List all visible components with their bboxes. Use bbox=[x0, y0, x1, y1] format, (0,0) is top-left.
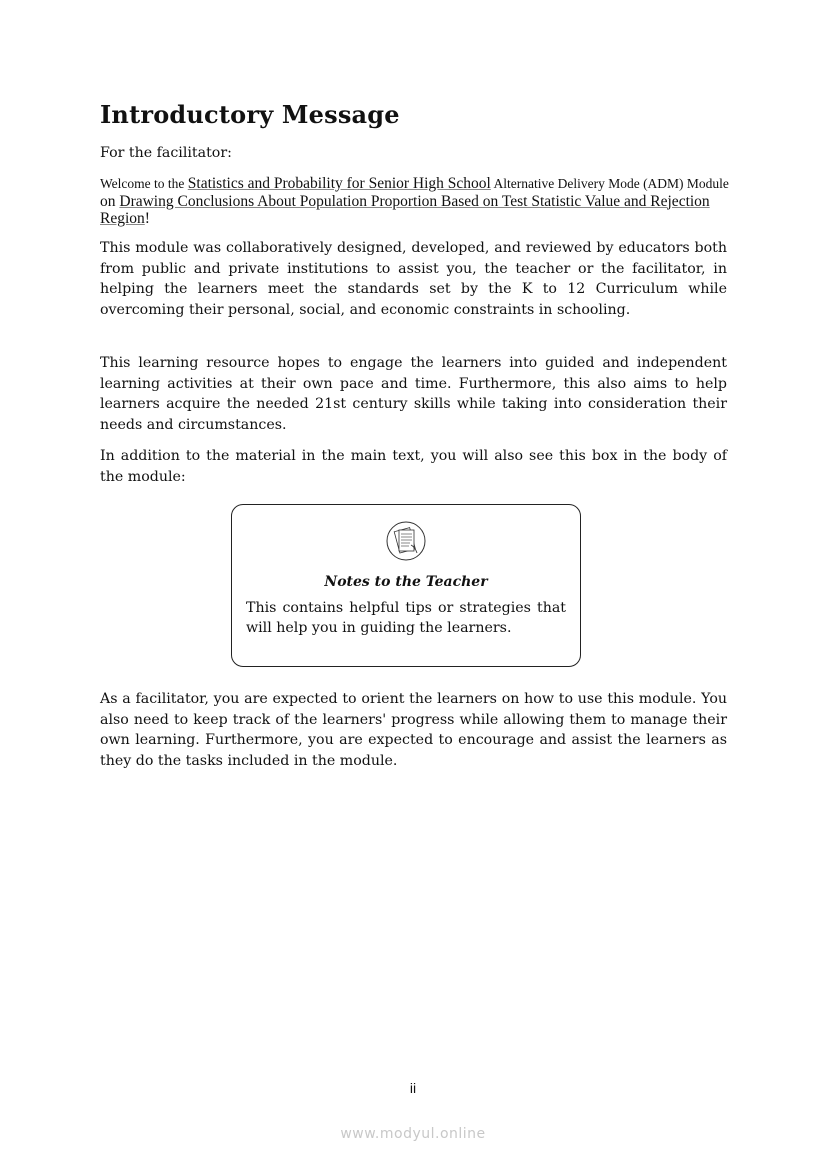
notes-box-title: Notes to the Teacher bbox=[324, 574, 488, 590]
notes-paper-hand-icon bbox=[386, 521, 426, 561]
welcome-end: ! bbox=[144, 210, 150, 227]
subject-title: Statistics and Probability for Senior High School bbox=[187, 175, 491, 192]
welcome-pre: Welcome to the bbox=[100, 176, 188, 191]
paragraph-resource: This learning resource hopes to engage the learners into guided and independent learning activities at their own pace and time. Furthermore, this also aims to help learners acquire the needed 21st century skills while taking into consideration their needs and circumstances. bbox=[100, 355, 727, 434]
paragraph-box-intro: In addition to the material in the main text, you will also see this box in the body of the module: bbox=[100, 448, 727, 485]
welcome-paragraph bbox=[100, 175, 730, 228]
page-number: ii bbox=[409, 1080, 417, 1096]
watermark: www.modyul.online bbox=[340, 1126, 486, 1142]
for-facilitator-label: For the facilitator: bbox=[100, 145, 232, 161]
welcome-mid: Alternative Delivery Mode (ADM) Module bbox=[490, 176, 729, 191]
page-title: Introductory Message bbox=[100, 100, 400, 129]
welcome-on: on bbox=[100, 192, 120, 210]
module-topic: Drawing Conclusions About Population Proportion Based on Test Statistic Value and Rejection Region bbox=[100, 192, 710, 227]
notes-box-text: This contains helpful tips or strategies that will help you in guiding the learners. bbox=[246, 600, 566, 636]
notes-to-teacher-box bbox=[231, 504, 581, 667]
paragraph-closing: As a facilitator, you are expected to orient the learners on how to use this module. You also need to keep track of the learners' progress while allowing them to manage their own learning. Furthermore, you are expected to encourage and assist the learners as they do the tasks included in the module. bbox=[100, 691, 727, 770]
paragraph-intro: This module was collaboratively designed, developed, and reviewed by educators both from public and private institutions to assist you, the teacher or the facilitator, in helping the learners meet the standards set by the K to 12 Curriculum while overcoming their personal, social, and economic constraints in schooling. bbox=[100, 240, 727, 319]
